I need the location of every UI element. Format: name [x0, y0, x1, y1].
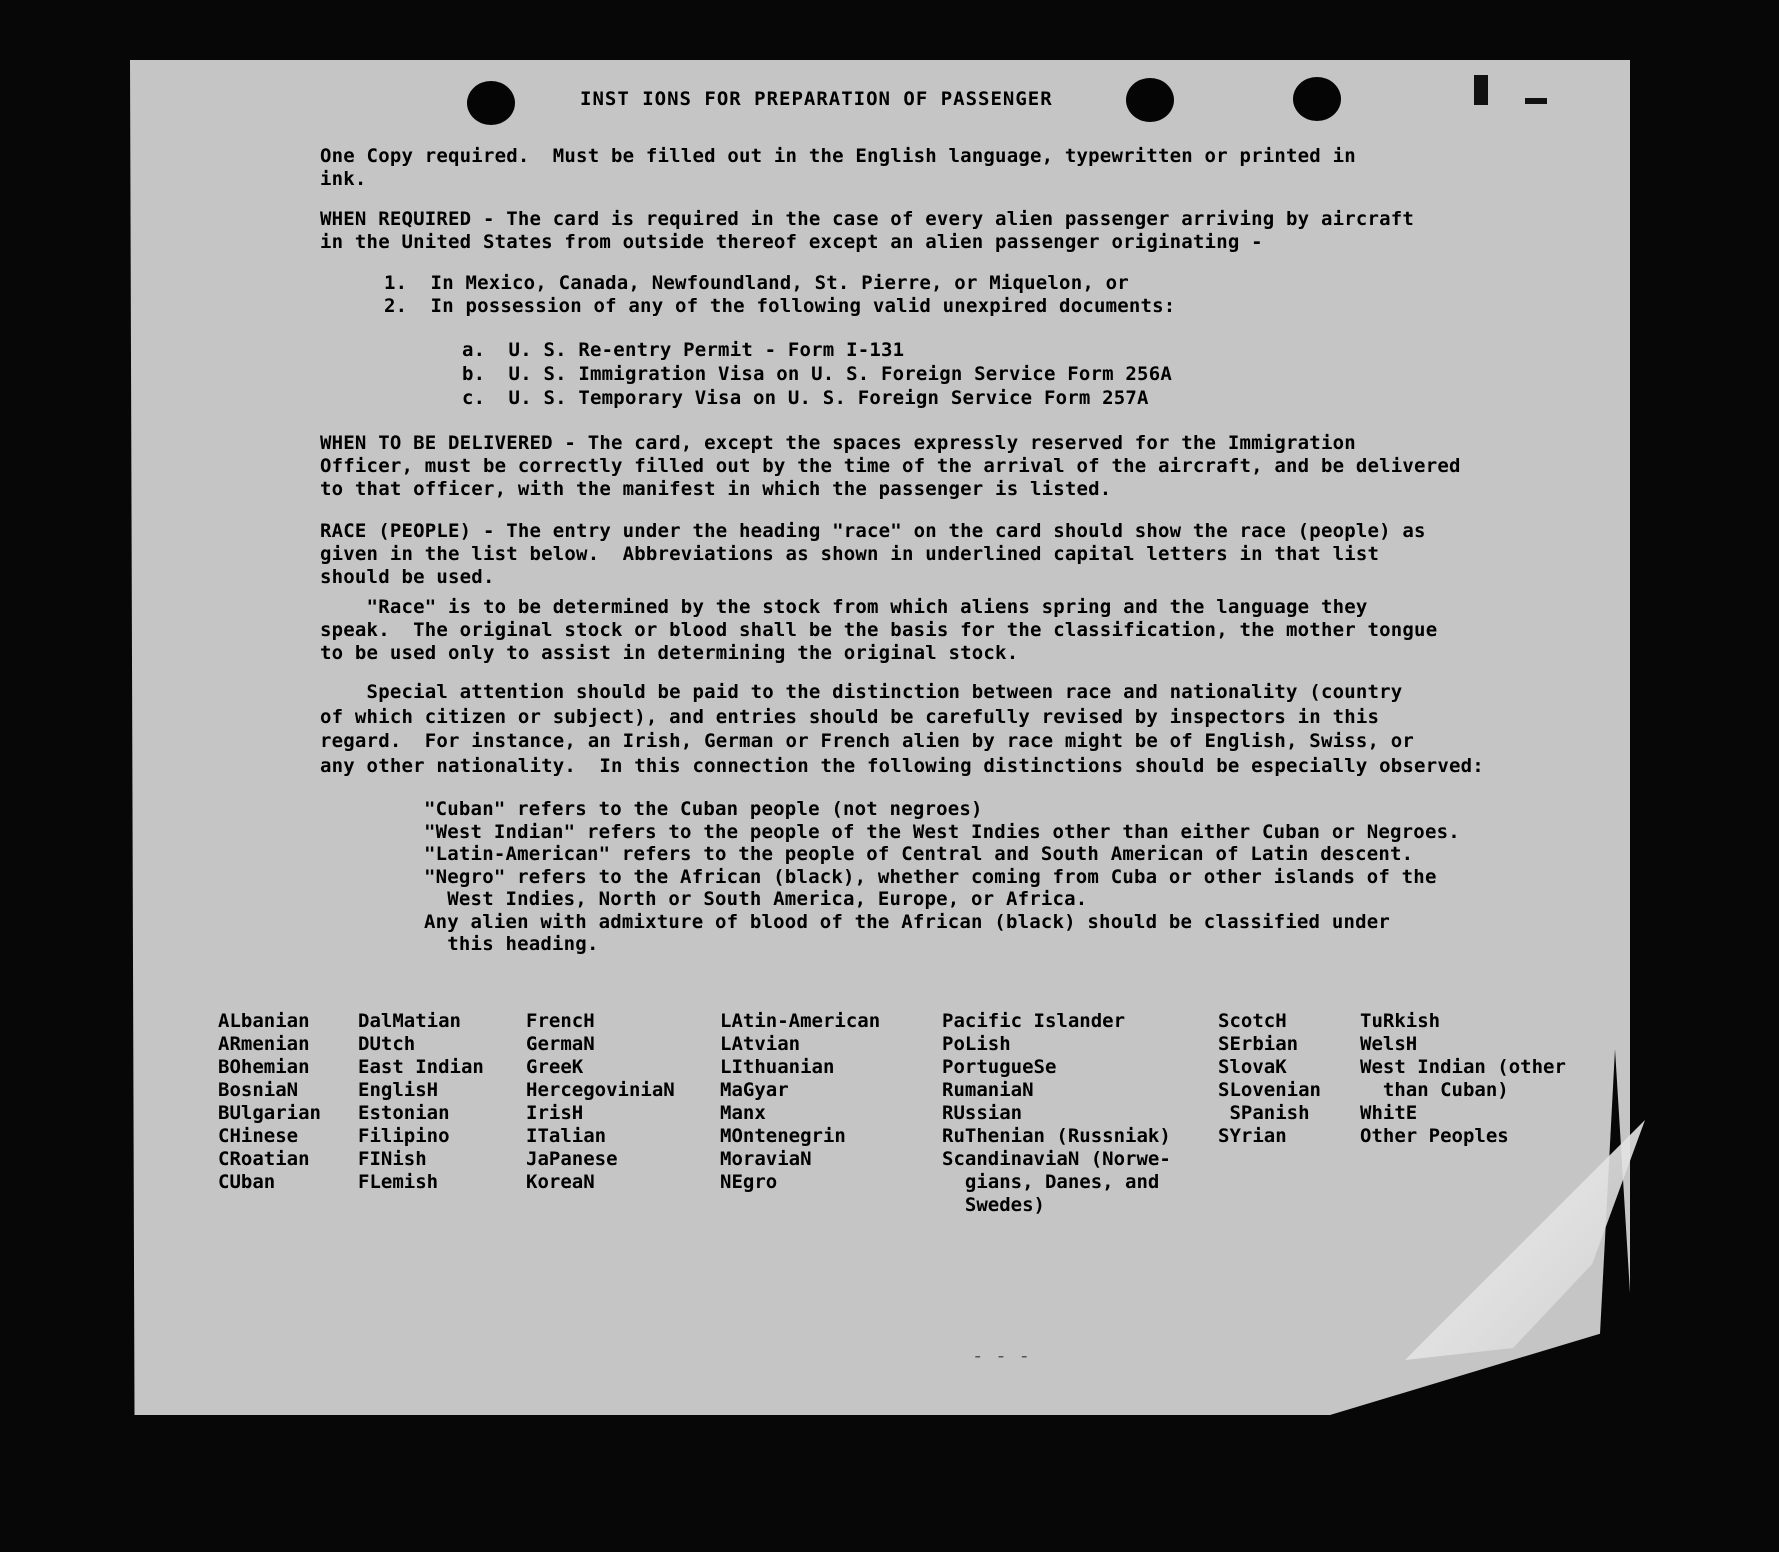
race-entry: Estonian [358, 1102, 450, 1124]
race-entry: Other Peoples [1360, 1125, 1509, 1147]
race-entry: CUban [218, 1171, 276, 1193]
when-required-paragraph: WHEN REQUIRED - The card is required in the case of every alien passenger arriving by aircraft in the United States from outside thereof except an alien passenger originating - [320, 208, 1415, 253]
punch-hole [467, 81, 515, 125]
race-entry: Pacific Islander [942, 1010, 1126, 1032]
race-entry: MOntenegrin [720, 1125, 846, 1147]
race-entry: TuRkish [1360, 1010, 1441, 1032]
race-entry: RumaniaN [942, 1079, 1034, 1101]
punch-hole [1126, 78, 1174, 122]
race-entry: CHinese [218, 1125, 299, 1147]
race-entry: DalMatian [358, 1010, 461, 1032]
race-entry: PoLish [942, 1033, 1011, 1055]
race-entry: JaPanese [526, 1148, 618, 1170]
ink-mark [1525, 98, 1547, 104]
race-entry: PortugueSe [942, 1056, 1057, 1078]
race-column-4 [720, 1010, 880, 1194]
race-column-6 [1218, 1010, 1321, 1148]
lettered-list: a. U. S. Re-entry Permit - Form I-131 b. U. S. Immigration Visa on U. S. Foreign Service Form 256A c. U. S. Temporary Visa on U. S. Foreign Service Form 257A [462, 339, 1172, 409]
race-entry: NEgro [720, 1171, 778, 1193]
race-entry: RUssian [942, 1102, 1023, 1124]
race-entry: WelsH [1360, 1033, 1418, 1055]
intro-paragraph: One Copy required. Must be filled out in the English language, typewritten or printed in ink. [320, 145, 1356, 190]
race-entry: East Indian [358, 1056, 484, 1078]
race-entry: WhitE [1360, 1102, 1418, 1124]
race-entry: SPanish [1218, 1102, 1310, 1124]
race-entry: gians, Danes, and [942, 1171, 1160, 1193]
race-entry: ScandinaviaN (Norwe- [942, 1148, 1171, 1170]
race-entry: SErbian [1218, 1033, 1299, 1055]
race-entry: SYrian [1218, 1125, 1287, 1147]
race-entry: ARmenian [218, 1033, 310, 1055]
ink-mark [1474, 75, 1488, 105]
punch-hole [1293, 77, 1341, 121]
race-column-5 [942, 1010, 1171, 1217]
race-entry: LAtin-American [720, 1010, 881, 1032]
footer-mark: - - - [972, 1345, 1031, 1367]
race-entry: SlovaK [1218, 1056, 1287, 1078]
race-column-7 [1360, 1010, 1566, 1148]
race-paragraph: RACE (PEOPLE) - The entry under the heading "race" on the card should show the race (people) as given in the list below. Abbreviations as shown in underlined capital letters in that list should be used. [320, 520, 1426, 588]
race-entry: FINish [358, 1148, 427, 1170]
race-entry: LIthuanian [720, 1056, 835, 1078]
race-entry: IrisH [526, 1102, 584, 1124]
special-attention-paragraph: Special attention should be paid to the distinction between race and nationality (country of which citizen or subject), and entries should be carefully revised by inspectors in this regard. For instance, an Irish, German or French alien by race might be of English, Swiss, or any other nationality. In this connection the following distinctions should be especially observed: [320, 681, 1484, 777]
document-title: INST IONS FOR PREPARATION OF PASSENGER [580, 88, 1053, 110]
race-entry: BOhemian [218, 1056, 310, 1078]
race-entry: FrencH [526, 1010, 595, 1032]
race-entry: LAtvian [720, 1033, 801, 1055]
race-column-2 [358, 1010, 484, 1194]
race-entry: ScotcH [1218, 1010, 1287, 1032]
numbered-list: 1. In Mexico, Canada, Newfoundland, St. Pierre, or Miquelon, or 2. In possession of any of the following valid unexpired documents: [384, 272, 1176, 317]
race-column-3 [526, 1010, 675, 1194]
race-definition-paragraph: "Race" is to be determined by the stock from which aliens spring and the language they speak. The original stock or blood shall be the basis for the classification, the mother tongue to be used only to assist in determining the original stock. [320, 596, 1438, 664]
race-entry: MoraviaN [720, 1148, 812, 1170]
race-entry: CRoatian [218, 1148, 310, 1170]
race-entry: than Cuban) [1360, 1079, 1509, 1101]
race-entry: ALbanian [218, 1010, 310, 1032]
when-delivered-paragraph: WHEN TO BE DELIVERED - The card, except the spaces expressly reserved for the Immigration Officer, must be correctly filled out by the time of the arrival of the aircraft, and be delivered to that officer, with the manifest in which the passenger is listed. [320, 432, 1461, 500]
race-entry: DUtch [358, 1033, 416, 1055]
race-entry: FLemish [358, 1171, 439, 1193]
race-entry: West Indian (other [1360, 1056, 1566, 1078]
race-entry: Manx [720, 1102, 766, 1124]
race-column-1 [218, 1010, 321, 1194]
race-entry: GreeK [526, 1056, 584, 1078]
race-entry: RuThenian (Russniak) [942, 1125, 1171, 1147]
distinctions-list: "Cuban" refers to the Cuban people (not negroes) "West Indian" refers to the people of the West Indies other than either Cuban or Negroes. "Latin-American" refers to the people of Central and South American of Latin descent. "Negro" refers to the African (black), whether coming from Cuba or other islands of the West Indies, North or South America, Europe, or Africa. Any alien with admixture of blood of the African (black) should be classified under this heading. [424, 798, 1460, 955]
race-entry: GermaN [526, 1033, 595, 1055]
race-entry: HercegoviniaN [526, 1079, 675, 1101]
race-entry: MaGyar [720, 1079, 789, 1101]
race-entry: BosniaN [218, 1079, 299, 1101]
race-entry: SLovenian [1218, 1079, 1321, 1101]
race-entry: Swedes) [942, 1194, 1045, 1216]
race-entry: BUlgarian [218, 1102, 321, 1124]
race-entry: Filipino [358, 1125, 450, 1147]
race-entry: EnglisH [358, 1079, 439, 1101]
race-entry: ITalian [526, 1125, 607, 1147]
race-entry: KoreaN [526, 1171, 595, 1193]
